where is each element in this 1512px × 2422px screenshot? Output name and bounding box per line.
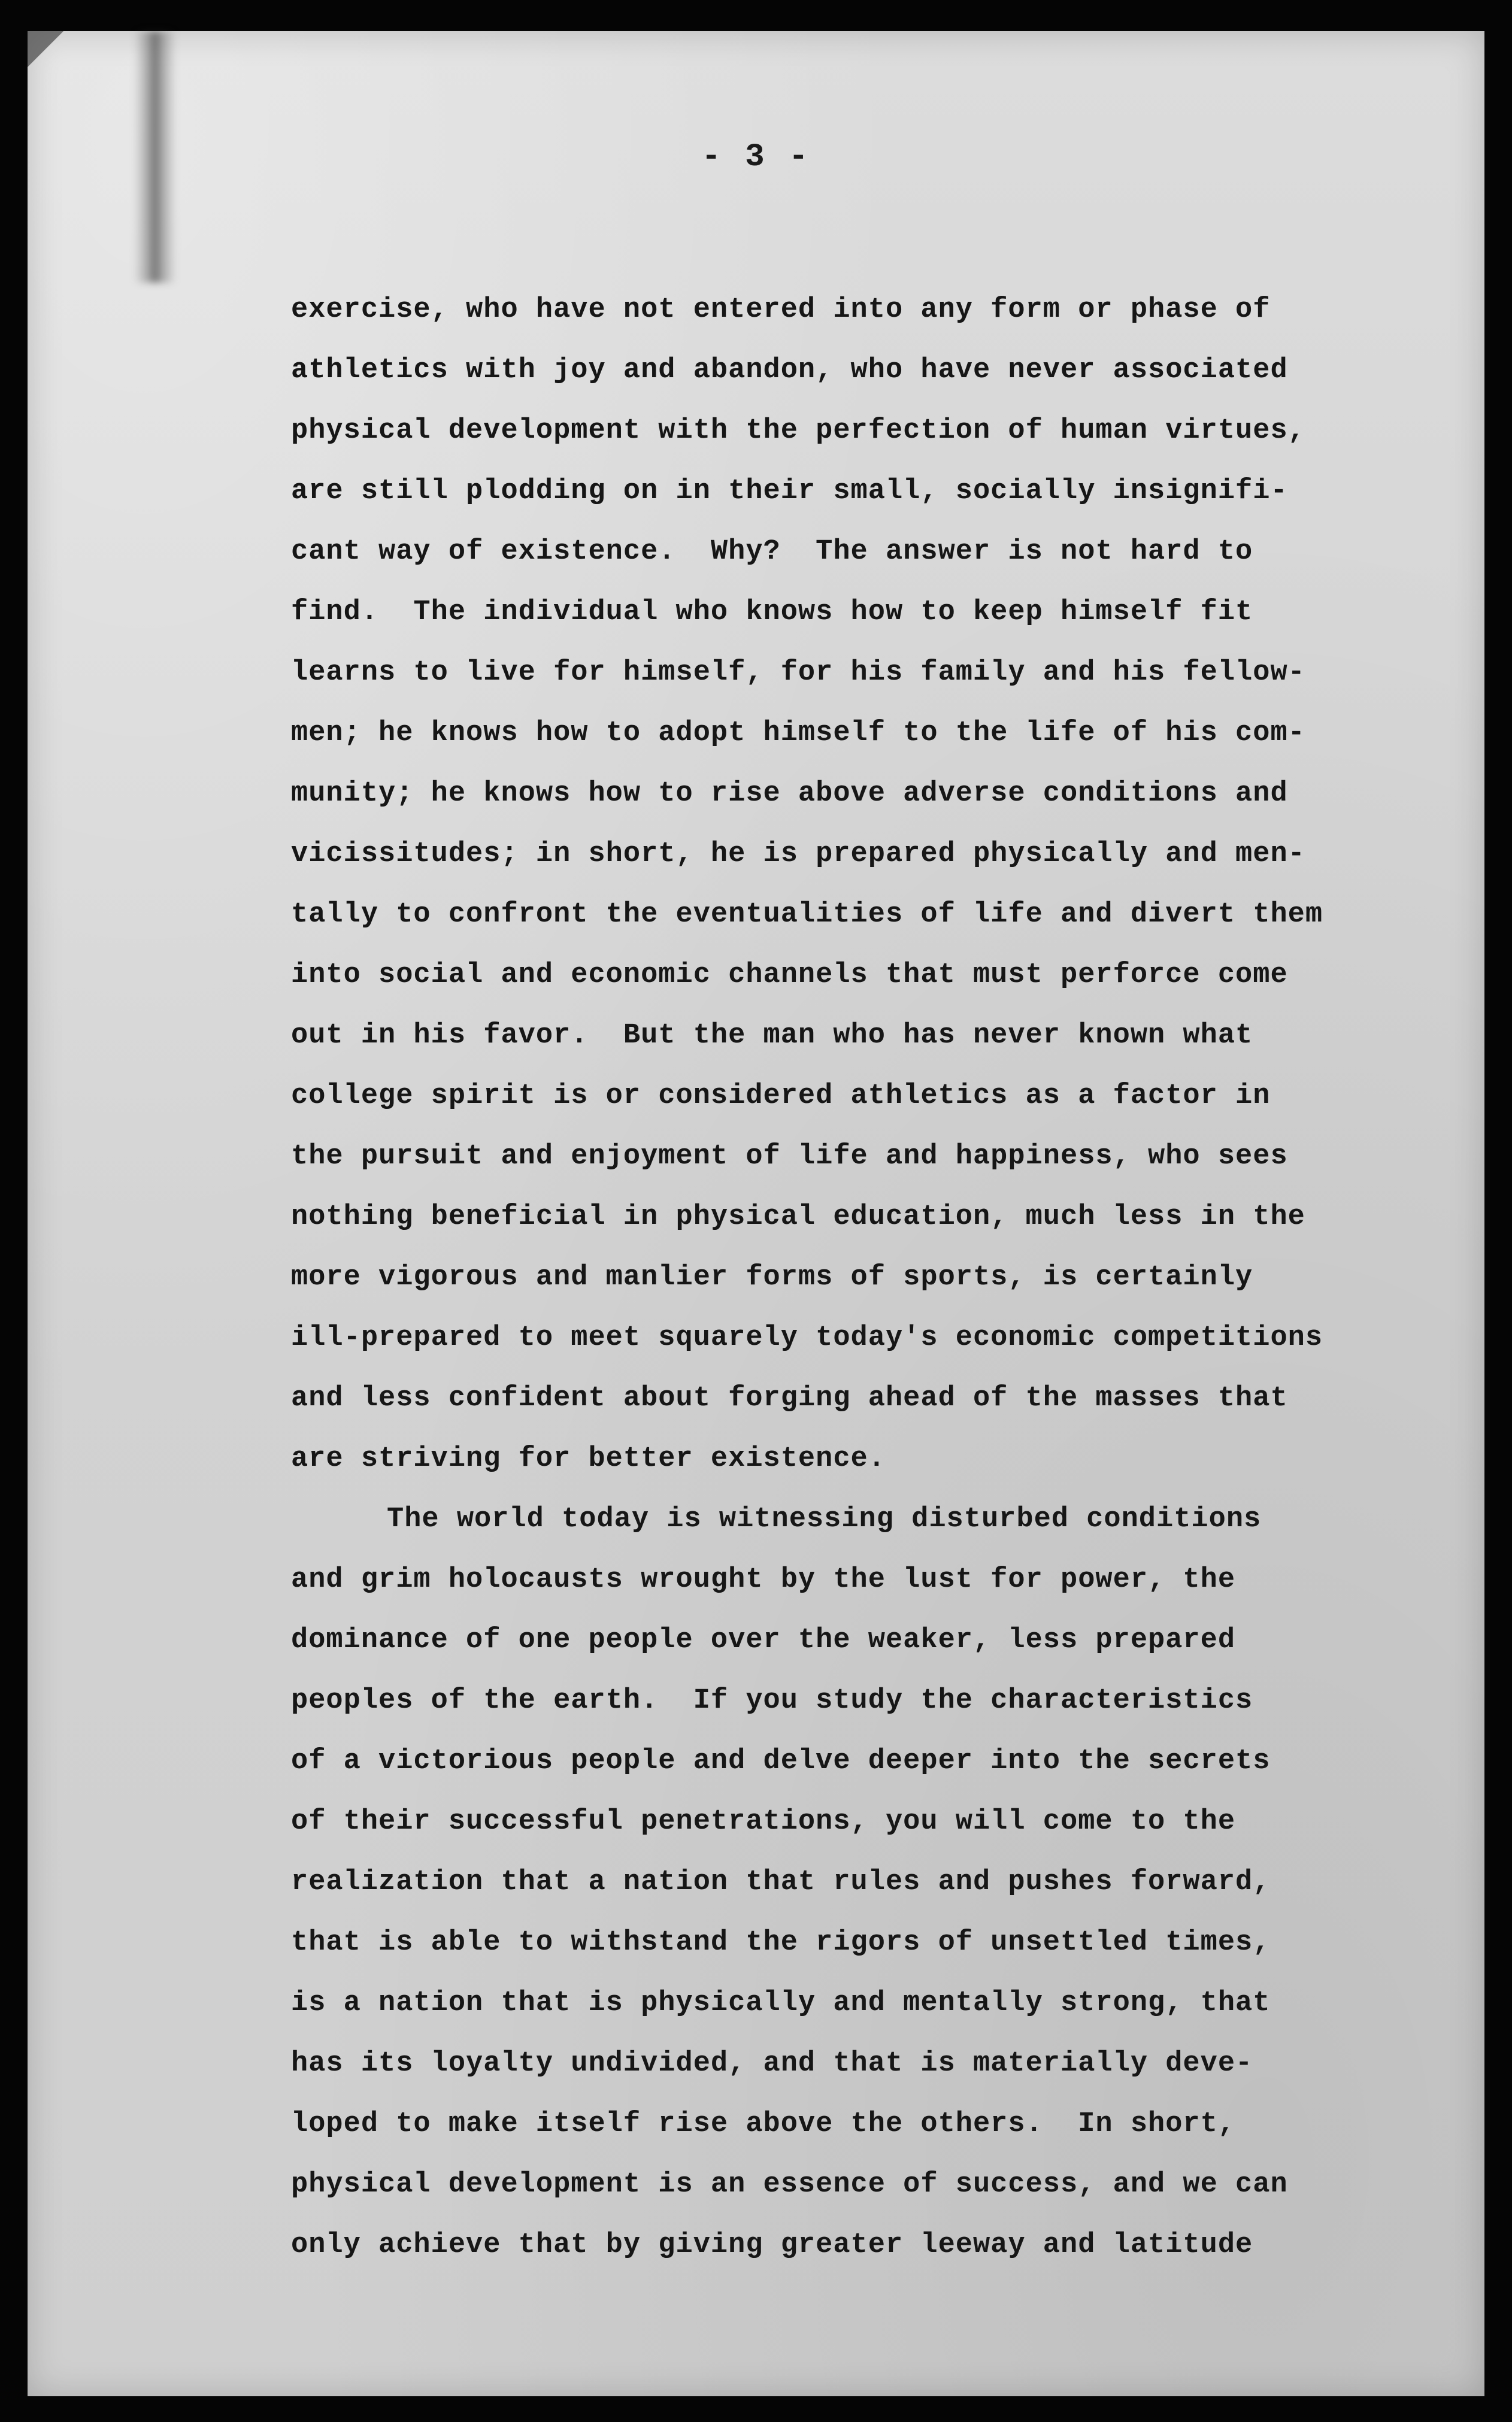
text-line: loped to make itself rise above the others. In short, <box>291 2108 1236 2140</box>
text-line: is a nation that is physically and mentally strong, that <box>291 1987 1271 2019</box>
text-line: tally to confront the eventualities of life and divert them <box>291 899 1323 930</box>
text-line: the pursuit and enjoyment of life and happiness, who sees <box>291 1141 1288 1172</box>
text-line: into social and economic channels that must perforce come <box>291 959 1288 991</box>
text-line: more vigorous and manlier forms of sports, is certainly <box>291 1262 1253 1293</box>
text-line: vicissitudes; in short, he is prepared physically and men- <box>291 838 1305 870</box>
text-line: of their successful penetrations, you will come to the <box>291 1806 1236 1838</box>
text-line: men; he knows how to adopt himself to the life of his com- <box>291 717 1305 749</box>
document-page <box>28 31 1484 2396</box>
paragraph-start-line: The world today is witnessing disturbed conditions <box>387 1503 1262 1535</box>
text-line: ill-prepared to meet squarely today's economic competitions <box>291 1322 1323 1354</box>
text-line: realization that a nation that rules and pushes forward, <box>291 1866 1271 1898</box>
text-line: are still plodding on in their small, socially insignifi- <box>291 475 1288 507</box>
text-line: learns to live for himself, for his family and his fellow- <box>291 657 1305 689</box>
text-line: has its loyalty undivided, and that is materially deve- <box>291 2048 1253 2080</box>
text-line: exercise, who have not entered into any form or phase of <box>291 294 1271 326</box>
text-line: out in his favor. But the man who has never known what <box>291 1020 1253 1051</box>
text-line: and less confident about forging ahead of the masses that <box>291 1383 1288 1414</box>
text-line: dominance of one people over the weaker, less prepared <box>291 1624 1236 1656</box>
text-line: only achieve that by giving greater leeway and latitude <box>291 2229 1253 2261</box>
corner-fold-mark <box>28 31 63 67</box>
text-line: are striving for better existence. <box>291 1443 886 1475</box>
text-line: and grim holocausts wrought by the lust for power, the <box>291 1564 1236 1596</box>
text-line: physical development is an essence of success, and we can <box>291 2169 1288 2200</box>
text-line: munity; he knows how to rise above adverse conditions and <box>291 778 1288 810</box>
text-line: nothing beneficial in physical education, much less in the <box>291 1201 1305 1233</box>
text-line: that is able to withstand the rigors of unsettled times, <box>291 1927 1271 1959</box>
text-line: find. The individual who knows how to keep himself fit <box>291 596 1253 628</box>
body-text <box>291 280 1429 2275</box>
text-line: physical development with the perfection of human virtues, <box>291 415 1305 447</box>
text-line: peoples of the earth. If you study the characteristics <box>291 1685 1253 1717</box>
text-line: cant way of existence. Why? The answer is not hard to <box>291 536 1253 568</box>
text-line: athletics with joy and abandon, who have never associated <box>291 354 1288 386</box>
text-line: college spirit is or considered athletics as a factor in <box>291 1080 1271 1112</box>
text-line: of a victorious people and delve deeper into the secrets <box>291 1745 1271 1777</box>
page-number: - 3 - <box>701 139 811 175</box>
